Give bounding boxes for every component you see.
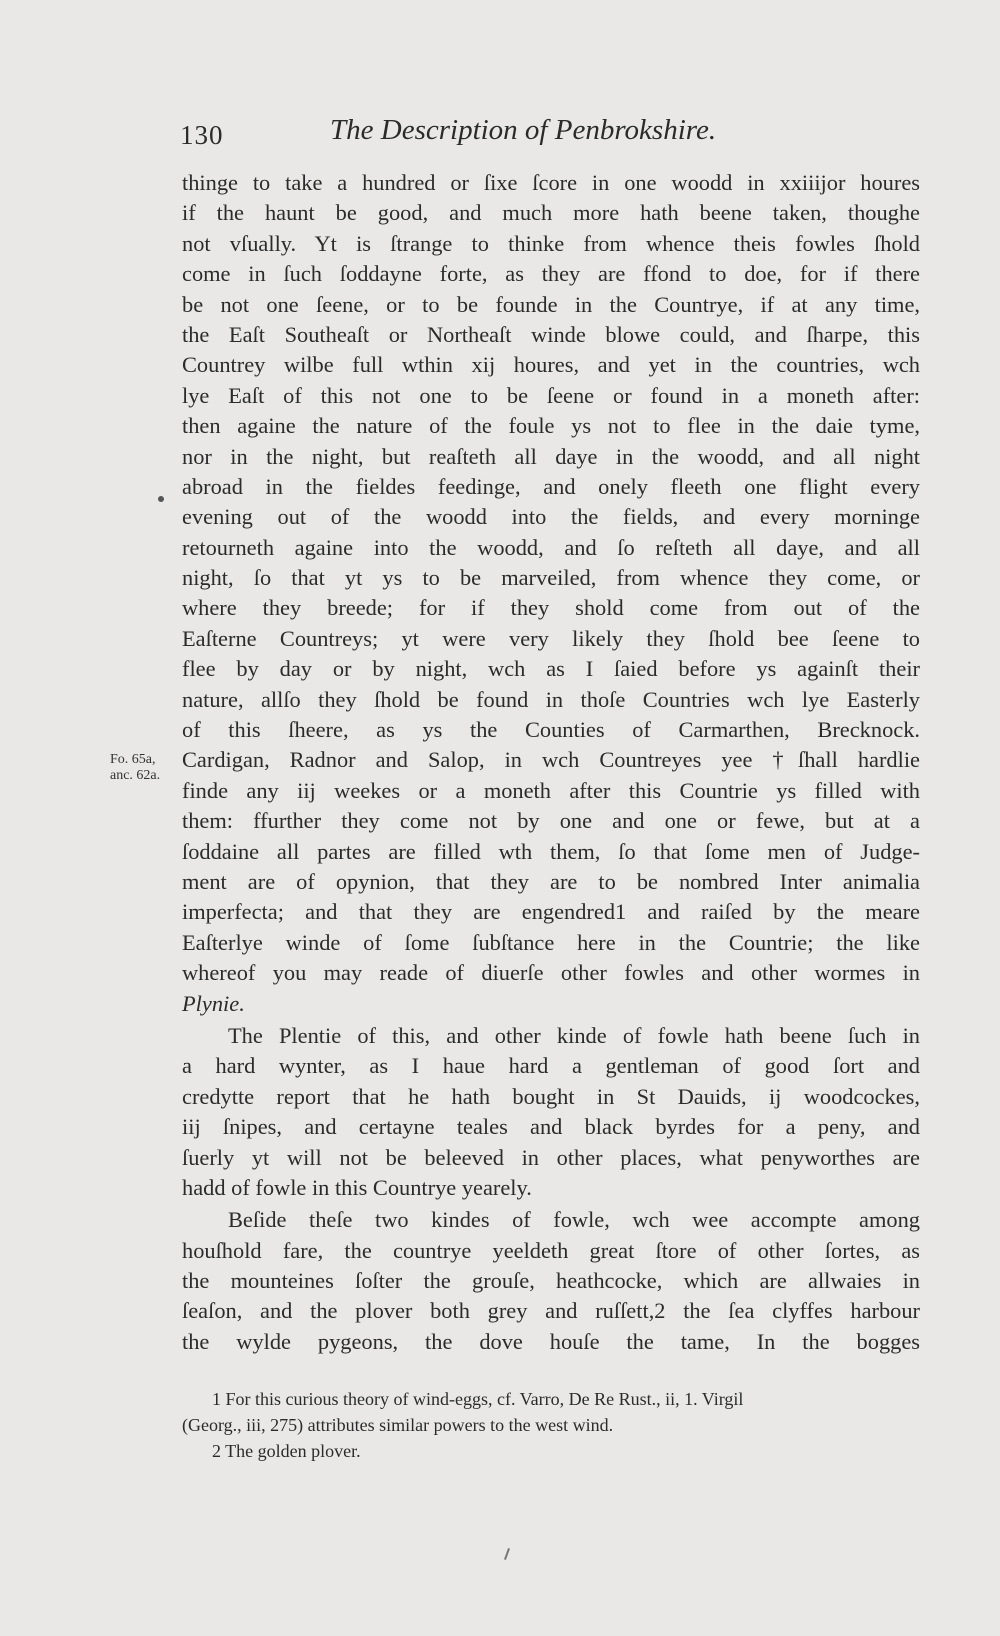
text-line: abroad in the fieldes feedinge, and onely fleeth one flight every (182, 473, 920, 499)
text-line: thinge to take a hundred or ſixe ſcore in one woodd in xxiiijor houres (182, 170, 920, 195)
page-number: 130 (180, 120, 224, 150)
text-line: nature, allſo they ſhold be found in thoſe Countries wch lye Easterly (182, 686, 920, 712)
text-line: ſuerly yt will not be beleeved in other places, what penyworthes are (182, 1144, 920, 1170)
text-line: them: ffurther they come not by one and one or fewe, but at a (182, 808, 920, 834)
text-line: Countrey wilbe full wthin xij houres, and yet in the countries, wch (182, 352, 920, 378)
text-line: the mounteines ſoſter the grouſe, heathcocke, which are allwaies in (182, 1268, 920, 1294)
body-text (182, 168, 920, 1357)
text-line: if the haunt be good, and much more hath beene taken, thoughe (182, 200, 920, 226)
footnote-1: 1 For this curious theory of wind-eggs, cf. Varro, De Re Rust., ii, 1. Virgil (212, 1389, 744, 1409)
text-line: ſeaſon, and the plover both grey and ruſſett,2 the ſea clyffes harbour (182, 1298, 920, 1324)
text-line: Eaſterne Countreys; yt were very likely they ſhold bee ſeene to (182, 625, 920, 651)
text-line: Plynie. (182, 990, 245, 1016)
text-line: evening out of the woodd into the fields, and every morninge (182, 504, 920, 530)
text-line: Eaſterlye winde of ſome ſubſtance here in the Countrie; the like (182, 929, 920, 955)
margin-note (110, 752, 180, 784)
footnote-1-continued: (Georg., iii, 275) attributes similar powers to the west wind. (182, 1415, 614, 1435)
text-line: hadd of fowle in this Countrye yearely. (182, 1174, 532, 1200)
text-line: not vſually. Yt is ſtrange to thinke from whence theis fowles ſhold (182, 230, 920, 256)
text-line: ment are of opynion, that they are to be nombred Inter animalia (182, 868, 920, 894)
text-line: be not one ſeene, or to be founde in the Countrye, if at any time, (182, 291, 920, 317)
page-header (180, 112, 770, 152)
margin-note-line: Fo. 65a, (110, 752, 156, 767)
text-line: where they breede; for if they shold come from out of the (182, 595, 920, 621)
paragraph-start: The Plentie of this, and other kinde of fowle hath beene ſuch in (228, 1022, 920, 1048)
text-line: credytte report that he hath bought in St Dauids, ij woodcockes, (182, 1083, 920, 1109)
text-line: imperfecta; and that they are engendred1 and raiſed by the meare (182, 899, 920, 925)
footnotes (182, 1386, 920, 1464)
margin-note-line: anc. 62a. (110, 768, 161, 783)
text-line: of this ſheere, as ys the Counties of Carmarthen, Brecknock. (182, 717, 920, 743)
text-line: iij ſnipes, and certayne teales and black byrdes for a peny, and (182, 1114, 920, 1140)
text-line: Cardigan, Radnor and Salop, in wch Countreyes yee †ſhall hardlie (182, 747, 920, 773)
footnote-2: 2 The golden plover. (212, 1441, 361, 1461)
text-line: lye Eaſt of this not one to be ſeene or found in a moneth after: (182, 382, 920, 408)
text-line: retourneth againe into the woodd, and ſo reſteth all daye, and all (182, 534, 920, 560)
stray-ink-mark (504, 1548, 510, 1560)
text-line: the wylde pygeons, the dove houſe the tame, In the bogges (182, 1328, 920, 1354)
text-line: come in ſuch ſoddayne forte, as they are ffond to doe, for if there (182, 261, 920, 287)
text-line: finde any iij weekes or a moneth after this Countrie ys filled with (182, 777, 920, 803)
text-line: houſhold fare, the countrye yeeldeth great ſtore of other ſortes, as (182, 1237, 920, 1263)
stray-ink-dot (158, 496, 164, 502)
running-title: The Description of Penbrokshire. (330, 114, 717, 146)
text-line: whereof you may reade of diuerſe other fowles and other wormes in (182, 960, 920, 986)
text-line: nor in the night, but reaſteth all daye in the woodd, and all night (182, 443, 920, 469)
text-line: night, ſo that yt ys to be marveiled, from whence they come, or (182, 565, 920, 591)
text-line: the Eaſt Southeaſt or Northeaſt winde blowe could, and ſharpe, this (182, 321, 920, 347)
text-line: ſoddaine all partes are filled wth them, ſo that ſome men of Judge- (182, 838, 920, 864)
paragraph-start: Beſide theſe two kindes of fowle, wch wee accompte among (228, 1207, 920, 1233)
text-line: then againe the nature of the foule ys not to flee in the daie tyme, (182, 413, 920, 439)
text-line: flee by day or by night, wch as I ſaied before ys againſt their (182, 656, 920, 682)
text-line: a hard wynter, as I haue hard a gentleman of good ſort and (182, 1053, 920, 1079)
